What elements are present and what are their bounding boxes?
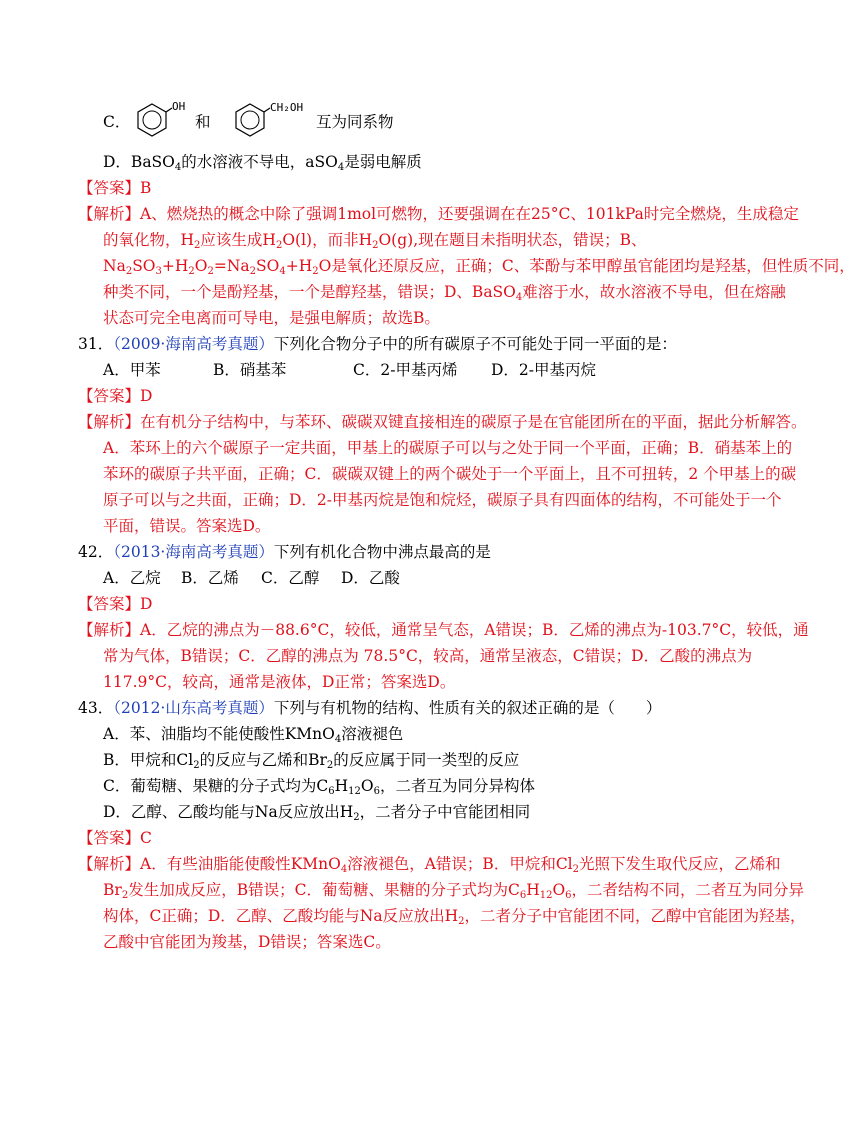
option-d: D．BaSO$_4$的水溶液不导电，aSO$_4$是弱电解质 bbox=[103, 153, 422, 173]
answer-line: 【答案】D bbox=[78, 595, 153, 613]
analysis-line-5: 状态可完全电离而可导电，是强电解质；故选B。 bbox=[103, 309, 440, 327]
question-43-option-d: D．乙醇、乙酸均能与Na反应放出$H_2$，二者分子中官能团相同 bbox=[103, 803, 531, 823]
question-43-stem: 43．（2012·山东高考真题）下列与有机物的结构、性质有关的叙述正确的是（ ） bbox=[78, 699, 662, 717]
answer-line: 【答案】C bbox=[78, 829, 152, 847]
analysis-line-4: 乙酸中官能团为羧基，D错误；答案选C。 bbox=[103, 933, 391, 951]
option: A．乙烷 bbox=[103, 569, 161, 587]
analysis-line-3: 构体，C正确；D．乙醇、乙酸均能与Na反应放出$H_2$，二者分子中官能团不同，乙醇中官能团为羟基， bbox=[103, 907, 806, 927]
analysis-line-1: 【解析】A．乙烷的沸点为－88.6°C，较低，通常呈气态，A错误；B．乙烯的沸点为-103.7°C，较低，通 bbox=[78, 621, 809, 639]
question-43-option-b: B．甲烷和$Cl_2$的反应与乙烯和$Br_2$的反应属于同一类型的反应 bbox=[103, 751, 520, 771]
analysis-line-3: 117.9°C，较高，通常是液体，D正常；答案选D。 bbox=[103, 673, 456, 691]
analysis-line-1: 【解析】A、燃烧热的概念中除了强调1mol可燃物，还要强调在在25°C、101kPa时完全燃烧，生成稳定 bbox=[78, 205, 799, 223]
benzyl-alcohol-structure-icon bbox=[228, 98, 318, 144]
analysis-line-3: 苯环的碳原子共平面，正确；C．碳碳双键上的两个碳处于一个平面上，且不可扭转，2 个甲基上的碳 bbox=[103, 465, 797, 483]
option-c-suffix: 互为同系物 bbox=[316, 113, 394, 131]
analysis-line-1: 【解析】在有机分子结构中，与苯环、碳碳双键直接相连的碳原子是在官能团所在的平面，据此分析解答。 bbox=[78, 413, 807, 431]
option: B．硝基苯 bbox=[213, 361, 287, 379]
analysis-line-3: $Na_2SO_3+H_2O_2=Na_2SO_4+H_2O$是氧化还原反应，正确；C、苯酚与苯甲醇虽官能团均是羟基，但性质不同， bbox=[103, 257, 855, 277]
question-31-stem: 31．（2009·海南高考真题）下列化合物分子中的所有碳原子不可能处于同一平面的是： bbox=[78, 335, 677, 353]
analysis-line-4: 原子可以与之共面，正确；D．2-甲基丙烷是饱和烷烃，碳原子具有四面体的结构，不可能处于一个 bbox=[103, 491, 782, 509]
oh-label: OH bbox=[172, 100, 186, 113]
answer-line: 【答案】D bbox=[78, 387, 153, 405]
ch2oh-label: CH₂OH bbox=[270, 101, 304, 114]
analysis-line-2: 的氧化物，$H_2$应该生成$H_2O(l)$，而非$H_2O(g)$,现在题目未指明状态，错误；B、 bbox=[103, 231, 647, 251]
analysis-line-1: 【解析】A．有些油脂能使酸性KMnO$_4$溶液褪色，A错误；B．甲烷和$Cl_2$光照下发生取代反应，乙烯和 bbox=[78, 855, 781, 875]
option: D．2-甲基丙烷 bbox=[491, 361, 597, 379]
analysis-line-2: A．苯环上的六个碳原子一定共面，甲基上的碳原子可以与之处于同一个平面，正确；B．硝基苯上的 bbox=[103, 439, 793, 457]
answer-line: 【答案】B bbox=[78, 179, 152, 197]
option: A．甲苯 bbox=[103, 361, 161, 379]
analysis-line-2: $Br_2$发生加成反应，B错误；C．葡萄糖、果糖的分子式均为$C_6H_{12}O_6$，二者结构不同，二者互为同分异 bbox=[103, 881, 805, 901]
question-42-stem: 42．（2013·海南高考真题）下列有机化合物中沸点最高的是 bbox=[78, 543, 491, 561]
option-c-label: C． bbox=[103, 113, 131, 131]
analysis-line-5: 平面，错误。答案选D。 bbox=[103, 517, 271, 535]
option: C．2-甲基丙烯 bbox=[353, 361, 458, 379]
option: C．乙醇 bbox=[261, 569, 320, 587]
analysis-line-4: 种类不同，一个是酚羟基，一个是醇羟基，错误；D、BaSO$_4$难溶于水，故水溶液不导电，但在熔融 bbox=[103, 283, 786, 303]
question-43-option-c: C．葡萄糖、果糖的分子式均为$C_6H_{12}O_6$，二者互为同分异构体 bbox=[103, 777, 535, 797]
phenol-structure-icon bbox=[130, 98, 190, 144]
option-c-and: 和 bbox=[195, 113, 211, 131]
analysis-line-2: 常为气体，B错误；C．乙醇的沸点为 78.5°C，较高，通常呈液态，C错误；D．乙酸的沸点为 bbox=[103, 647, 753, 665]
option: B．乙烯 bbox=[181, 569, 239, 587]
option: D．乙酸 bbox=[341, 569, 400, 587]
question-43-option-a: A．苯、油脂均不能使酸性KMnO$_4$溶液褪色 bbox=[103, 725, 404, 745]
